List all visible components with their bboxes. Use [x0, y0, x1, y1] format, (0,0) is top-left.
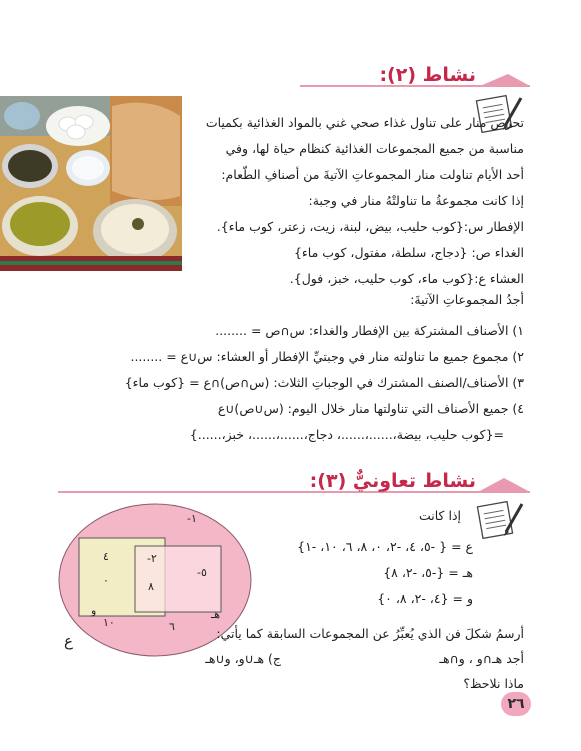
set-universe: ع = { -٥، ٤، -٢، ٠، ٨، ٦، ١٠، -١} — [297, 539, 473, 554]
venn-el-0: ٠ — [103, 574, 109, 587]
question-4-answer: ={كوب حليب، بيضة،......،......، دجاج،......،......، خبز،......} — [189, 427, 504, 442]
question-4: ٤) جميع الأصناف التي تناولتها منار خلال اليوم: (س∪ص)∪ع — [217, 401, 524, 416]
question-1: ١) الأصناف المشتركة بين الإفطار والغداء: س∩ص = ........ — [215, 323, 524, 338]
draw-instruction: أرسمُ شكلَ فن الذي يُعبِّرُ عن المجموعات السابقة كما يأتي: — [216, 626, 524, 641]
meal-dinner: العشاء ع:{كوب ماء، كوب حليب، خبز، فول}. — [289, 271, 524, 286]
intro-line-3: أحد الأيام تناولت منار المجموعاتِ الآتيةَ من أصنافِ الطّعام: — [221, 167, 524, 182]
activity3-title: نشاط تعاونيٌّ (٣): — [309, 470, 476, 492]
activity2-title: نشاط (٢): — [379, 64, 476, 86]
venn-el-neg1: -١ — [187, 512, 197, 525]
venn-label-w: و — [91, 604, 97, 617]
find-line-a: أجد هـ∩و ، و∩هـ — [439, 651, 524, 666]
venn-universe-label: ع — [64, 632, 73, 650]
set-w: و = {٤، -٢، ٨، ٠} — [377, 591, 473, 606]
question-2: ٢) مجموع جميع ما تناولته منار في وجبتيِّ الإفطار أو العشاء: س∪ع = ........ — [130, 349, 524, 364]
intro-line-1: تحرص منار على تناول غذاء صحي غني بالمواد الغذائية بكميات — [205, 115, 524, 130]
question-3: ٣) الأصناف/الصنف المشترك في الوجباتِ الثلاث: (س∩ص)∩ع = {كوب ماء} — [124, 375, 524, 390]
meal-lunch: الغداء ص: {دجاج، سلطة، مفتول، كوب ماء} — [293, 245, 524, 260]
page-number: ٢٦ — [501, 692, 531, 716]
notebook-pencil-icon — [476, 498, 524, 540]
intro-line-4: إذا كانت مجموعةُ ما تناولتْهُ منار في وجبة: — [308, 193, 524, 208]
notice-question: ماذا نلاحظ؟ — [463, 676, 524, 691]
meal-breakfast: الإفطار س:{كوب حليب، بيض، لبنة، زيت، زعتر، كوب ماء}. — [216, 219, 524, 234]
find-line-b: ج) هـ∪و، و∪هـ — [205, 651, 281, 666]
intro-line-2: مناسبة من جميع المجموعات الغذائية كنظام حياة لها، وفي — [225, 141, 524, 156]
venn-el-4: ٤ — [103, 550, 109, 563]
venn-label-h: هـ — [211, 608, 221, 621]
venn-el-6: ٦ — [169, 620, 175, 633]
given-label: إذا كانت — [419, 508, 461, 523]
venn-el-10: ١٠ — [103, 616, 115, 629]
find-label: أجدُ المجموعاتِ الآتيةَ: — [410, 292, 524, 307]
venn-el-neg5: -٥ — [197, 566, 207, 579]
set-h: هـ = {-٥، -٢، ٨} — [383, 565, 473, 580]
venn-el-8: ٨ — [148, 580, 154, 593]
venn-el-neg2: -٢ — [147, 552, 157, 565]
food-photo — [0, 96, 182, 271]
